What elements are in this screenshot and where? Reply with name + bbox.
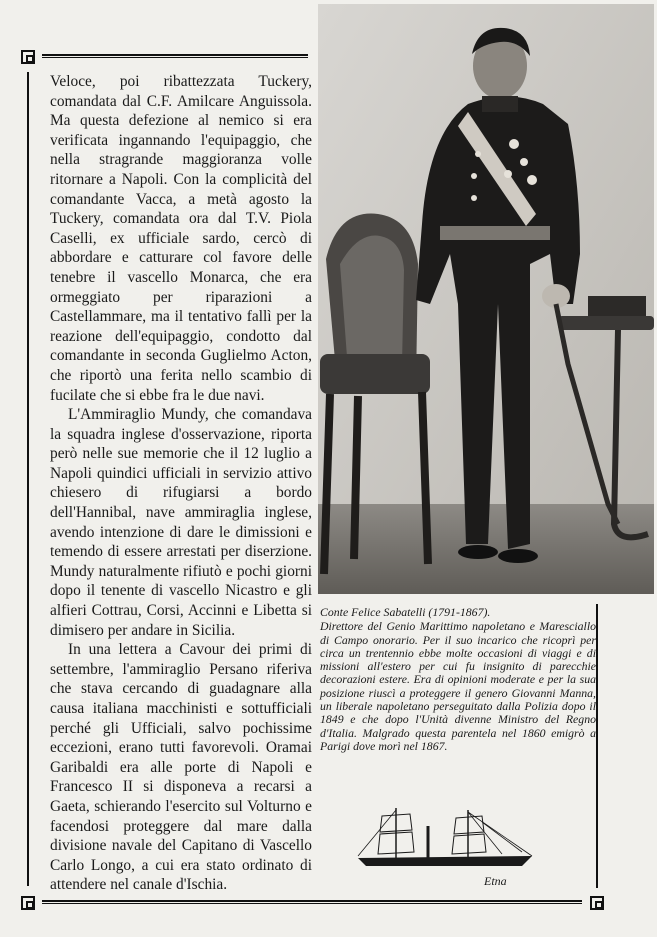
body-paragraph: Veloce, poi ribattezzata Tuckery, comandata dal C.F. Amilcare Anguissola. Ma questa defezione al nemico si era verificata ingannando l'equipaggio, che nella stragrande maggioranza volle ritornare a Napoli. Con la complicità del comandante Vacca, a metà agosto la Tuckery, comandata ora dal T.V. Piola Caselli, ex ufficiale sardo, cercò di abbordare e catturare col favore delle tenebre il vascello Monarca, che era ormeggiato per riparazioni a Castellammare, ma il tentativo fallì per la reazione dell'equipaggio, condotto dal comandante in seconda Guglielmo Acton, che riportò una ferita nello scambio di fucilate che si ebbe fra le due navi. [50,73,312,404]
frame-right-rule [596,604,598,888]
body-paragraph: In una lettera a Cavour dei primi di settembre, l'ammiraglio Persano riferiva che stava cercando di guadagnare alla causa italiana macchinisti e sottufficiali perché gli Ufficiali, salvo pochissime eccezioni, erano tutti favorevoli. Oramai Garibaldi era alle porte di Napoli e Francesco II si disponeva a recarsi a Gaeta, schierando l'esercito sul Volturno e facendosi proteggere dal mare dalla divisione navale del Capitano di Vascello Carlo Longo, a cui era stato ordinato di attendere nel canale d'Ischia. [50,641,312,894]
portrait-photo [318,4,654,594]
photo-caption [320,606,596,753]
caption-title: Conte Felice Sabatelli (1791-1867). [320,605,491,619]
frame-corner-top-left [21,50,35,64]
ship-illustration [352,800,552,872]
frame-bottom-rule [42,900,582,904]
body-paragraph: L'Ammiraglio Mundy, che comandava la squadra inglese d'osservazione, riporta però nelle sue memorie che il 12 luglio a Napoli quindici ufficiali in servizio attivo chiesero di rifugiarsi a bordo dell'Hannibal, nave ammiraglia inglese, avendo intenzione di dare le dimissioni e temendo di essere arrestati per diserzione. Mundy naturalmente rifiutò e pochi giorni dopo il tenente di vascello Nicastro e gli alfieri Cottrau, Corsi, Accinni e Libetta si dimisero per andare in Sicilia. [50,406,312,639]
caption-text: Direttore del Genio Marittimo napoletano e Maresciallo di Campo onorario. Per il suo incarico che ricoprì per circa un trentennio ebbe molte occasioni di viaggi e di missioni all'estero per cui fu insignito di parecchie decorazioni estere. Era di opinioni moderate e per la sua posizione riuscì a proteggere il genero Giovanni Manna, un liberale napoletano perseguitato dalla Polizia dopo il 1849 e che dopo l'Unità divenne Ministro del Regno d'Italia. Malgrado questa parentela nel 1860 emigrò a Parigi dove morì nel 1867. [320,619,596,753]
ship-label: Etna [484,874,507,888]
body-text-column [50,72,312,895]
frame-corner-bottom-left [21,896,35,910]
frame-corner-bottom-right [590,896,604,910]
frame-top-rule [42,54,308,58]
frame-left-rule [27,72,29,886]
